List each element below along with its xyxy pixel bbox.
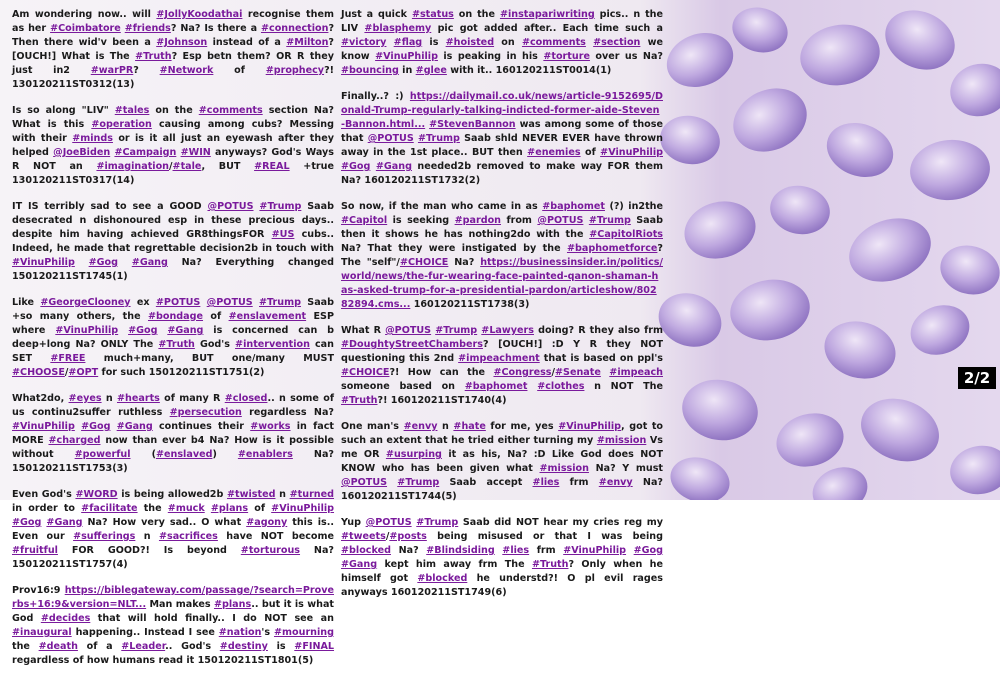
hashtag[interactable]: #baphomet [464,381,528,392]
text-run: over us Na? [589,51,663,62]
text-run: of [213,65,266,76]
text-run: .. but it is what God [12,599,335,624]
text-run: God's [194,339,236,350]
text-run: Even God's [12,489,76,500]
text-run: n [437,421,454,432]
hashtag[interactable]: #Gog [128,325,158,336]
text-run: Saab +so many others, the [12,297,335,322]
hashtag[interactable]: #impeachment [458,353,540,364]
text-run: .. God's [165,641,220,652]
hashtag[interactable]: #posts [389,531,427,542]
hashtag[interactable]: #mourning [273,627,334,638]
hashtag[interactable]: #destiny [219,641,268,652]
text-run [75,257,89,268]
tweet-paragraph [12,104,334,188]
hashtag[interactable]: #Coimbatore [50,23,121,34]
hashtag[interactable]: #Gog [633,545,664,556]
hashtag[interactable]: #VinuPhilip [12,257,75,268]
hashtag[interactable]: #Gang [341,559,378,570]
hashtag[interactable]: #torture [543,51,590,62]
hashtag[interactable]: #WORD [75,489,118,500]
text-run [157,325,167,336]
text-run: Man makes [146,599,214,610]
hashtag[interactable]: #Truth [341,395,378,406]
tweet-paragraph [341,200,663,312]
text-run: of [248,503,272,514]
text-run: of [203,311,229,322]
hashtag[interactable]: #Trump [416,517,459,528]
hashtag[interactable]: #envy [598,477,633,488]
tweet-paragraph [12,296,334,380]
text-run: with it.. 160120211ST0014(1) [446,65,612,76]
text-run [387,477,397,488]
hashtag[interactable]: #enemies [527,147,581,158]
hashtag[interactable]: #Network [159,65,214,76]
hashtag[interactable]: #bondage [147,311,204,322]
hashtag[interactable]: #inaugural [12,627,72,638]
hashtag[interactable]: #status [411,9,454,20]
text-run: frm [559,477,599,488]
hashtag[interactable]: #tale [172,161,202,172]
text-run [118,325,128,336]
text-run: ?! 160120211ST1740(4) [377,395,507,406]
text-run: have NOT become [217,531,334,542]
hashtag[interactable]: #tales [114,105,150,116]
tweet-paragraph [12,200,334,284]
text-run: Saab accept [439,477,533,488]
hashtag[interactable]: #hate [453,421,486,432]
text-run: the [12,641,39,652]
hashtag[interactable]: #muck [167,503,205,514]
text-run: .. n some of us continu2suffer ruthless [12,393,334,418]
hashtag[interactable]: #instapariwriting [499,9,595,20]
text-run: , got to such an extent that he tried either turning my [341,421,664,446]
hashtag[interactable]: #comments [521,37,586,48]
hashtag[interactable]: #Gog [88,257,118,268]
text-run: ? Esp betn them? OR R they just in2 [12,51,335,76]
text-run: was among some of those that [341,119,663,144]
text-run: ) [212,449,238,460]
hashtag[interactable]: #VinuPhilip [600,147,663,158]
text-run: ( [130,449,156,460]
text-run: Na? 150120211ST1757(4) [12,545,334,570]
text-run: One man's [341,421,404,432]
hashtag[interactable]: #turned [289,489,335,500]
text-run: for such 150120211ST1751(2) [98,367,265,378]
text-run: causing among cubs? Messing with their [12,119,334,144]
text-run: / [551,367,556,378]
text-run: doing? R they also frm [533,325,664,336]
mention[interactable]: @POTUS [537,215,584,226]
hashtag[interactable]: #Leader [121,641,166,652]
hashtag[interactable]: #decides [40,613,91,624]
text-run: n [275,489,290,500]
text-run: Na? Everything changed 150120211ST1745(1) [12,257,335,282]
hashtag[interactable]: #tweets [341,531,386,542]
text-run: Finally..? :) [341,91,410,102]
hashtag[interactable]: #Trump [417,133,460,144]
hashtag[interactable]: #Trump [588,215,631,226]
text-run: being misused or that I was being [426,531,663,542]
hashtag[interactable]: #Congress [493,367,552,378]
hashtag[interactable]: #glee [415,65,447,76]
mention[interactable]: @POTUS [367,133,414,144]
text-run: pics.. n the LIV [341,9,663,34]
text-run: ESP where [12,311,334,336]
text-run: on the [453,9,500,20]
hashtag[interactable]: #mission [539,463,589,474]
hashtag[interactable]: #victory [341,37,387,48]
text-run: can SET [12,339,334,364]
hashtag[interactable]: #usurping [385,449,442,460]
hashtag[interactable]: #flag [393,37,423,48]
text-run: ? Only when he himself got [341,559,663,584]
mention[interactable]: @POTUS [365,517,412,528]
text-column-left [12,8,334,680]
text-run: IT IS terribly sad to see a GOOD [12,201,208,212]
text-run: continues their [152,421,251,432]
hashtag[interactable]: #sufferings [73,531,136,542]
text-run: Na? 150120211ST1753(3) [12,449,334,474]
text-run: we know [341,37,663,62]
text-run: someone based on [341,381,465,392]
hashtag[interactable]: #blocked [341,545,391,556]
hashtag[interactable]: #JollyKoodathai [156,9,243,20]
hashtag[interactable]: #facilitate [81,503,138,514]
hashtag[interactable]: #section [593,37,641,48]
text-run: Na? That they were instigated by the [341,243,567,254]
hashtag[interactable]: #nation [218,627,262,638]
tweet-paragraph [12,8,334,92]
text-run: Na? Y must [588,463,663,474]
text-run: FOR GOOD?! Is beyond [57,545,241,556]
hashtag[interactable]: #CHOICE [341,367,390,378]
hashtag[interactable]: #Truth [158,339,195,350]
hashtag[interactable]: #bouncing [341,65,399,76]
text-run: is being allowed2b [117,489,228,500]
hashtag[interactable]: #enablers [237,449,293,460]
text-run: or is it all just an eyewash after they helped [12,133,334,158]
text-run: of many R [159,393,225,404]
tweet-paragraph [341,90,663,188]
hashtag[interactable]: #Gang [167,325,204,336]
tweet-paragraph [341,324,663,408]
hashtag[interactable]: #Milton [286,37,329,48]
text-run: kept him away frm The [377,559,532,570]
hashtag[interactable]: #torturous [240,545,301,556]
text-run [527,381,537,392]
text-run [386,37,393,48]
hashtag[interactable]: #eyes [68,393,102,404]
hashtag[interactable]: #Trump [397,477,440,488]
text-run: Na? [448,257,481,268]
text-run: So now, if the man who came in as [341,201,543,212]
text-run: instead of a [207,37,287,48]
text-run: recognise them as her [12,9,334,34]
hashtag[interactable]: #VinuPhilip [12,421,75,432]
text-run: n [101,393,117,404]
text-run: 160120211ST1738(3) [410,299,530,310]
text-run: this is.. Even our [12,517,334,542]
text-run: anyways? God's Ways R NOT an [12,147,335,172]
text-run: Am wondering now.. will [12,9,157,20]
hashtag[interactable]: #Truth [135,51,172,62]
hashtag[interactable]: #Gog [341,161,371,172]
mention[interactable]: @POTUS [385,325,432,336]
hashtag[interactable]: #imagination [96,161,170,172]
hashtag[interactable]: #charged [48,435,101,446]
text-run: Prov16:9 [12,585,65,596]
text-run: ? [OUCH!] What is The [12,37,334,62]
hashtag[interactable]: #blasphemy [364,23,432,34]
mention[interactable]: @JoeBiden [53,147,111,158]
text-run [626,545,634,556]
link[interactable]: https://biblegateway.com/passage/?search=Proverbs+16:9&version=NLT... [12,585,334,610]
text-run: from [501,215,538,226]
text-run: Na? How very sad.. O what [82,517,247,528]
hashtag[interactable]: #FINAL [294,641,335,652]
text-run: Na? [390,545,427,556]
hashtag[interactable]: #Gang [46,517,83,528]
text-run: now than ever b4 Na? How is it possible without [12,435,334,460]
text-run: ? Na? Is there a [170,23,261,34]
tweet-paragraph [12,488,334,572]
text-run: ? The "self"/ [341,243,663,268]
hashtag[interactable]: #enslavement [228,311,307,322]
hashtag[interactable]: #POTUS [155,297,201,308]
hashtag[interactable]: #Trump [435,325,478,336]
text-run: Vs me OR [341,435,663,460]
text-run: for me, yes [485,421,559,432]
text-run: on [494,37,522,48]
hashtag[interactable]: #DoughtyStreetChambers [341,339,483,350]
text-run: Saab did NOT hear my cries reg my [458,517,663,528]
text-run: frm [529,545,564,556]
hashtag[interactable]: #fruitful [12,545,58,556]
text-run: Saab shld NEVER EVER have thrown away in the 1st place.. BUT then [341,133,663,158]
text-run: / [169,161,173,172]
hashtag[interactable]: #StevenBannon [429,119,516,130]
hashtag[interactable]: #hoisted [445,37,495,48]
text-run: section Na? What is this [12,105,334,130]
text-run: regardless of how humans read it 150120211ST1801(5) [12,655,314,666]
hashtag[interactable]: #Trump [259,201,302,212]
text-run: Is so along "LIV" [12,105,115,116]
hashtag[interactable]: #VinuPhilip [271,503,335,514]
text-run: Just a quick [341,9,412,20]
hashtag[interactable]: #intervention [235,339,310,350]
hashtag[interactable]: #VinuPhilip [563,545,627,556]
text-run: in fact MORE [12,421,334,446]
text-run: Yup [341,517,366,528]
hashtag[interactable]: #Gog [81,421,111,432]
hashtag[interactable]: #CHOOSE [12,367,65,378]
link[interactable]: https://businessinsider.in/politics/world/news/the-fur-wearing-face-painted-qanon-shaman-has-asked-trump-for-a-presidential-pardon/articleshow/80282894.cms... [341,257,663,310]
text-run: / [64,367,69,378]
text-run: n NOT The [584,381,663,392]
text-run: regardless Na? [241,407,334,418]
hashtag[interactable]: #powerful [74,449,131,460]
text-run: it as his, Na? :D Like God does NOT KNOW who has been given what [341,449,663,474]
hashtag[interactable]: #agony [246,517,288,528]
hashtag[interactable]: #plans [213,599,252,610]
hashtag[interactable]: #impeach [609,367,663,378]
text-run: (?) in2the [604,201,664,212]
text-run: much+many, BUT one/many MUST [85,353,334,364]
text-run: the [137,503,168,514]
hashtag[interactable]: #Gog [12,517,42,528]
text-run: of a [77,641,122,652]
hashtag[interactable]: #twisted [227,489,276,500]
hashtag[interactable]: #clothes [537,381,585,392]
hashtag[interactable]: #VinuPhilip [375,51,438,62]
text-run: is concerned can b deep+long Na? ONLY The [12,325,335,350]
hashtag[interactable]: #VinuPhilip [55,325,119,336]
hashtag[interactable]: #friends [124,23,171,34]
hashtag[interactable]: #minds [72,133,113,144]
hashtag[interactable]: #Johnson [156,37,208,48]
text-run: is [422,37,446,48]
hashtag[interactable]: #mission [596,435,647,446]
hashtag[interactable]: #works [250,421,291,432]
hashtag[interactable]: #hearts [116,393,160,404]
text-run: ex [130,297,156,308]
text-run: , BUT [201,161,255,172]
text-run: Saab desecrated n dishonoured esp in these precious days.. despite him having achieved GR8thingsFOR [12,201,334,240]
hashtag[interactable]: #Lawyers [481,325,534,336]
text-run: +true 130120211ST0317(14) [12,161,334,186]
hashtag[interactable]: #operation [91,119,152,130]
hashtag[interactable]: #baphometforce [566,243,658,254]
hashtag[interactable]: #baphomet [542,201,605,212]
hashtag[interactable]: #Gang [375,161,412,172]
text-run [495,545,503,556]
hashtag[interactable]: #CHOICE [399,257,449,268]
hashtag[interactable]: #Truth [531,559,569,570]
text-run: Na? 160120211ST1744(5) [341,477,663,502]
hashtag[interactable]: #plans [210,503,249,514]
hashtag[interactable]: #closed [224,393,268,404]
hashtag[interactable]: #Capitol [341,215,388,226]
hashtag[interactable]: #blocked [417,573,468,584]
hashtag[interactable]: #Gang [131,257,168,268]
text-run: cubs.. Indeed, he made that regrettable decision2b in touch with [12,229,334,254]
mention[interactable]: @POTUS [206,297,253,308]
text-run: n [135,531,159,542]
text-run: ?! 130120211ST0312(13) [12,65,335,90]
text-run: What2do, [12,393,69,404]
hashtag[interactable]: #Trump [259,297,301,308]
hashtag[interactable]: #lies [532,477,560,488]
hashtag[interactable]: #OPT [68,367,99,378]
text-run: What R [341,325,386,336]
hashtag[interactable]: #comments [198,105,263,116]
text-run: he understd?! O pl evil rages anyways 160120211ST1749(6) [341,573,663,598]
text-run: in [398,65,416,76]
page-indicator-badge: 2/2 [958,367,996,389]
mention[interactable]: @POTUS [207,201,254,212]
text-run: Saab then it shows he has nothing2do with the [341,215,663,240]
text-run: ?! How can the [389,367,494,378]
text-column-right [341,8,663,612]
hashtag[interactable]: #VinuPhilip [558,421,622,432]
text-run: Like [12,297,41,308]
text-run: is seeking [387,215,455,226]
text-run [118,257,132,268]
text-run: / [385,531,390,542]
hashtag[interactable]: #US [271,229,295,240]
hashtag[interactable]: #CapitolRiots [589,229,663,240]
mention[interactable]: @POTUS [341,477,388,488]
hashtag[interactable]: #FREE [50,353,86,364]
hashtag[interactable]: #REAL [254,161,290,172]
hashtag[interactable]: #death [38,641,78,652]
hashtag[interactable]: #Campaign [114,147,177,158]
hashtag[interactable]: #persecution [169,407,242,418]
hashtag[interactable]: #WIN [180,147,211,158]
hashtag[interactable]: #warPR [90,65,134,76]
hashtag[interactable]: #enslaved [155,449,213,460]
text-run: of [580,147,601,158]
text-run: on the [149,105,199,116]
text-run: ? [133,65,160,76]
text-run: that is based on ppl's [539,353,663,364]
hashtag[interactable]: #sacrifices [158,531,218,542]
text-run: in order to [12,503,82,514]
hashtag[interactable]: #Gang [116,421,153,432]
hashtag[interactable]: #Blindsiding [426,545,495,556]
text-run: is peaking in his [437,51,544,62]
text-run: 's [261,627,274,638]
text-run: is [267,641,295,652]
text-run: ? Then there wid'v been a [12,23,335,48]
text-run: needed2b removed to make way FOR them Na? 160120211ST1732(2) [341,161,663,186]
hashtag[interactable]: #connection [260,23,329,34]
text-run: pic got added after.. Each time such a [431,23,663,34]
tweet-paragraph [12,584,334,668]
hashtag[interactable]: #lies [502,545,530,556]
tweet-paragraph [341,420,663,504]
text-run: ? [OUCH!] :D Y R they NOT questioning this 2nd [341,339,663,364]
link[interactable]: https://dailymail.co.uk/news/article-9152695/Donald-Trump-regularly-talking-indicted-former-aide-Steven-Bannon.html... [341,91,663,130]
tweet-paragraph [341,8,663,78]
hashtag[interactable]: #pardon [454,215,501,226]
text-run: happening.. Instead I see [71,627,219,638]
hashtag[interactable]: #envy [403,421,438,432]
tweet-paragraph [12,392,334,476]
hashtag[interactable]: #prophecy [265,65,325,76]
text-run: that will hold finally.. I do NOT see an [90,613,334,624]
tweet-paragraph [341,516,663,600]
hashtag[interactable]: #GeorgeClooney [40,297,131,308]
hashtag[interactable]: #Senate [555,367,601,378]
